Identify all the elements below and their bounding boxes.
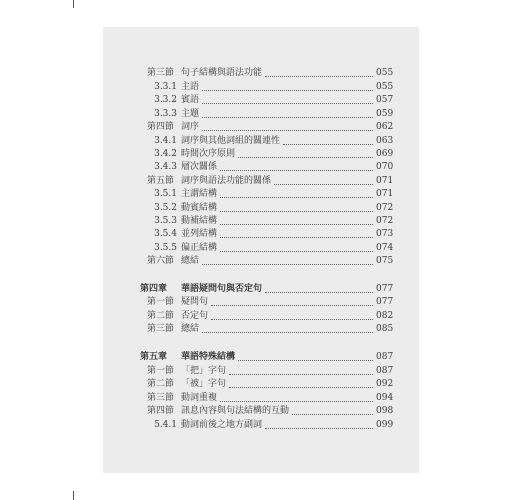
dot-leader — [220, 223, 373, 225]
dot-leader — [220, 250, 373, 252]
toc-number: 3.5.5 — [154, 243, 177, 253]
dot-leader — [211, 318, 373, 320]
toc-page-number: 092 — [376, 379, 394, 389]
toc-title — [181, 228, 373, 241]
toc-title — [181, 351, 373, 364]
toc-page-number: 087 — [376, 366, 394, 376]
toc-number: 第三節 — [146, 68, 174, 78]
toc-title — [181, 323, 373, 336]
toc-number: 第五節 — [146, 176, 174, 186]
dot-leader — [202, 116, 373, 118]
toc-title — [181, 296, 373, 309]
toc-number: 第二節 — [146, 311, 174, 321]
dot-leader — [274, 183, 373, 185]
dot-leader — [220, 196, 373, 198]
toc-page-number: 087 — [376, 352, 394, 362]
toc-title-text: 動詞前後之地方副詞 — [181, 420, 263, 430]
toc-number: 3.3.2 — [154, 95, 177, 105]
toc-row — [103, 419, 419, 432]
toc-page-number: 085 — [376, 324, 394, 334]
toc-number: 3.4.3 — [154, 162, 177, 172]
dot-leader — [220, 400, 373, 402]
toc-title — [181, 135, 373, 148]
toc-title — [181, 94, 373, 107]
toc-number: 第六節 — [146, 256, 174, 266]
toc-row — [103, 323, 419, 336]
dot-leader — [283, 143, 373, 145]
crop-mark-top — [73, 0, 74, 8]
toc-number: 3.3.3 — [154, 109, 177, 119]
dot-leader — [238, 156, 373, 158]
dot-leader — [220, 236, 373, 238]
toc-page-number: 057 — [376, 95, 394, 105]
toc-title — [181, 175, 373, 188]
dot-leader — [202, 89, 373, 91]
toc-row — [103, 175, 419, 188]
toc-number: 第四節 — [146, 122, 174, 132]
toc-title-text: 時間次序原則 — [181, 149, 236, 159]
toc-title — [181, 188, 373, 201]
toc-title — [181, 161, 373, 174]
toc-title-text: 詞序與語法功能的關係 — [181, 176, 272, 186]
toc-title-text: 動賓結構 — [181, 203, 218, 213]
toc-title — [181, 419, 373, 432]
toc-page-number: 071 — [376, 189, 394, 199]
toc-title-text: 否定句 — [181, 311, 209, 321]
toc-title-text: 句子結構與語法功能 — [181, 68, 263, 78]
toc-page-number: 055 — [376, 82, 394, 92]
toc-number: 5.4.1 — [154, 420, 177, 430]
toc-number: 第一節 — [146, 366, 174, 376]
toc-title — [181, 202, 373, 215]
toc-title — [181, 67, 373, 80]
toc-page-number: 077 — [376, 284, 394, 294]
toc-row — [103, 161, 419, 174]
dot-leader — [202, 263, 373, 265]
toc-title — [181, 378, 373, 391]
toc-title-text: 賓語 — [181, 95, 200, 105]
toc-number: 第三節 — [146, 324, 174, 334]
toc-row — [103, 310, 419, 323]
toc-title — [181, 148, 373, 161]
toc-page-number: 074 — [376, 243, 394, 253]
toc-title-text: 華語疑問句與否定句 — [181, 284, 263, 294]
toc-row — [103, 255, 419, 268]
toc-row — [103, 228, 419, 241]
crop-mark-bottom — [73, 491, 74, 500]
toc-page-number: 070 — [376, 162, 394, 172]
toc-title-text: 主題 — [181, 109, 200, 119]
toc-number: 3.5.3 — [154, 216, 177, 226]
toc-row — [103, 392, 419, 405]
toc-title-text: 總結 — [181, 256, 200, 266]
toc-title — [181, 392, 373, 405]
toc-title — [181, 108, 373, 121]
toc-page-number: 082 — [376, 311, 394, 321]
toc-page-number: 098 — [376, 406, 394, 416]
toc-row — [103, 202, 419, 215]
toc-page — [103, 27, 419, 473]
toc-page-number: 059 — [376, 109, 394, 119]
toc-title-text: 詞序 — [181, 122, 200, 132]
toc-number: 第一節 — [146, 297, 174, 307]
toc-page-number: 094 — [376, 393, 394, 403]
toc-page-number: 099 — [376, 420, 394, 430]
toc-title-text: 主語 — [181, 82, 200, 92]
toc-row — [103, 188, 419, 201]
toc-row — [103, 215, 419, 228]
toc-title-text: 「被」字句 — [181, 379, 227, 389]
toc-chapter-row — [103, 283, 419, 296]
toc-number: 第四章 — [139, 284, 167, 294]
toc-row — [103, 365, 419, 378]
toc-title — [181, 215, 373, 228]
toc-title — [181, 283, 373, 296]
dot-leader — [265, 75, 373, 77]
toc-row — [103, 94, 419, 107]
toc-page-number: 072 — [376, 203, 394, 213]
toc-title — [181, 255, 373, 268]
toc-number: 3.3.1 — [154, 82, 177, 92]
dot-leader — [202, 102, 373, 104]
toc-row — [103, 81, 419, 94]
toc-row — [103, 378, 419, 391]
toc-page-number: 069 — [376, 149, 394, 159]
toc-title — [181, 121, 373, 134]
toc-page-number: 071 — [376, 176, 394, 186]
toc-number: 3.4.1 — [154, 136, 177, 146]
dot-leader — [265, 291, 373, 293]
toc-row — [103, 135, 419, 148]
toc-page-number: 075 — [376, 256, 394, 266]
toc-title-text: 疑問句 — [181, 297, 209, 307]
toc-number: 第五章 — [139, 352, 167, 362]
toc-title-text: 動補結構 — [181, 216, 218, 226]
dot-leader — [265, 427, 373, 429]
toc-row — [103, 296, 419, 309]
toc-title — [181, 242, 373, 255]
toc-chapter-row — [103, 351, 419, 364]
toc-title — [181, 405, 373, 418]
dot-leader — [202, 331, 373, 333]
toc-title-text: 訊息內容與句法結構的互動 — [181, 406, 290, 416]
toc-number: 3.4.2 — [154, 149, 177, 159]
dot-leader — [202, 129, 373, 131]
toc-page-number: 063 — [376, 136, 394, 146]
toc-row — [103, 242, 419, 255]
toc-page-number: 073 — [376, 229, 394, 239]
toc-title-text: 華語特殊結構 — [181, 352, 236, 362]
toc-title — [181, 310, 373, 323]
toc-title-text: 動詞重複 — [181, 393, 218, 403]
dot-leader — [220, 210, 373, 212]
toc-row — [103, 405, 419, 418]
toc-number: 3.5.2 — [154, 203, 177, 213]
toc-page-number: 077 — [376, 297, 394, 307]
toc-title — [181, 81, 373, 94]
dot-leader — [238, 359, 373, 361]
toc-title-text: 並列結構 — [181, 229, 218, 239]
dot-leader — [211, 304, 373, 306]
toc-title — [181, 365, 373, 378]
toc-number: 第三節 — [146, 393, 174, 403]
toc-number: 3.5.4 — [154, 229, 177, 239]
toc-title-text: 主謂結構 — [181, 189, 218, 199]
toc-row — [103, 108, 419, 121]
dot-leader — [229, 386, 373, 388]
toc-number: 3.5.1 — [154, 189, 177, 199]
toc-title-text: 層次關係 — [181, 162, 218, 172]
dot-leader — [292, 413, 373, 415]
toc-title-text: 偏正結構 — [181, 243, 218, 253]
toc-title-text: 詞序與其他詞組的關連性 — [181, 136, 281, 146]
toc-page-number: 062 — [376, 122, 394, 132]
dot-leader — [220, 169, 373, 171]
toc-row — [103, 148, 419, 161]
toc-page-number: 072 — [376, 216, 394, 226]
toc-row — [103, 121, 419, 134]
toc-row — [103, 67, 419, 80]
dot-leader — [229, 373, 373, 375]
toc-page-number: 055 — [376, 68, 394, 78]
toc-number: 第四節 — [146, 406, 174, 416]
toc-title-text: 總結 — [181, 324, 200, 334]
toc-title-text: 「把」字句 — [181, 366, 227, 376]
toc-number: 第二節 — [146, 379, 174, 389]
